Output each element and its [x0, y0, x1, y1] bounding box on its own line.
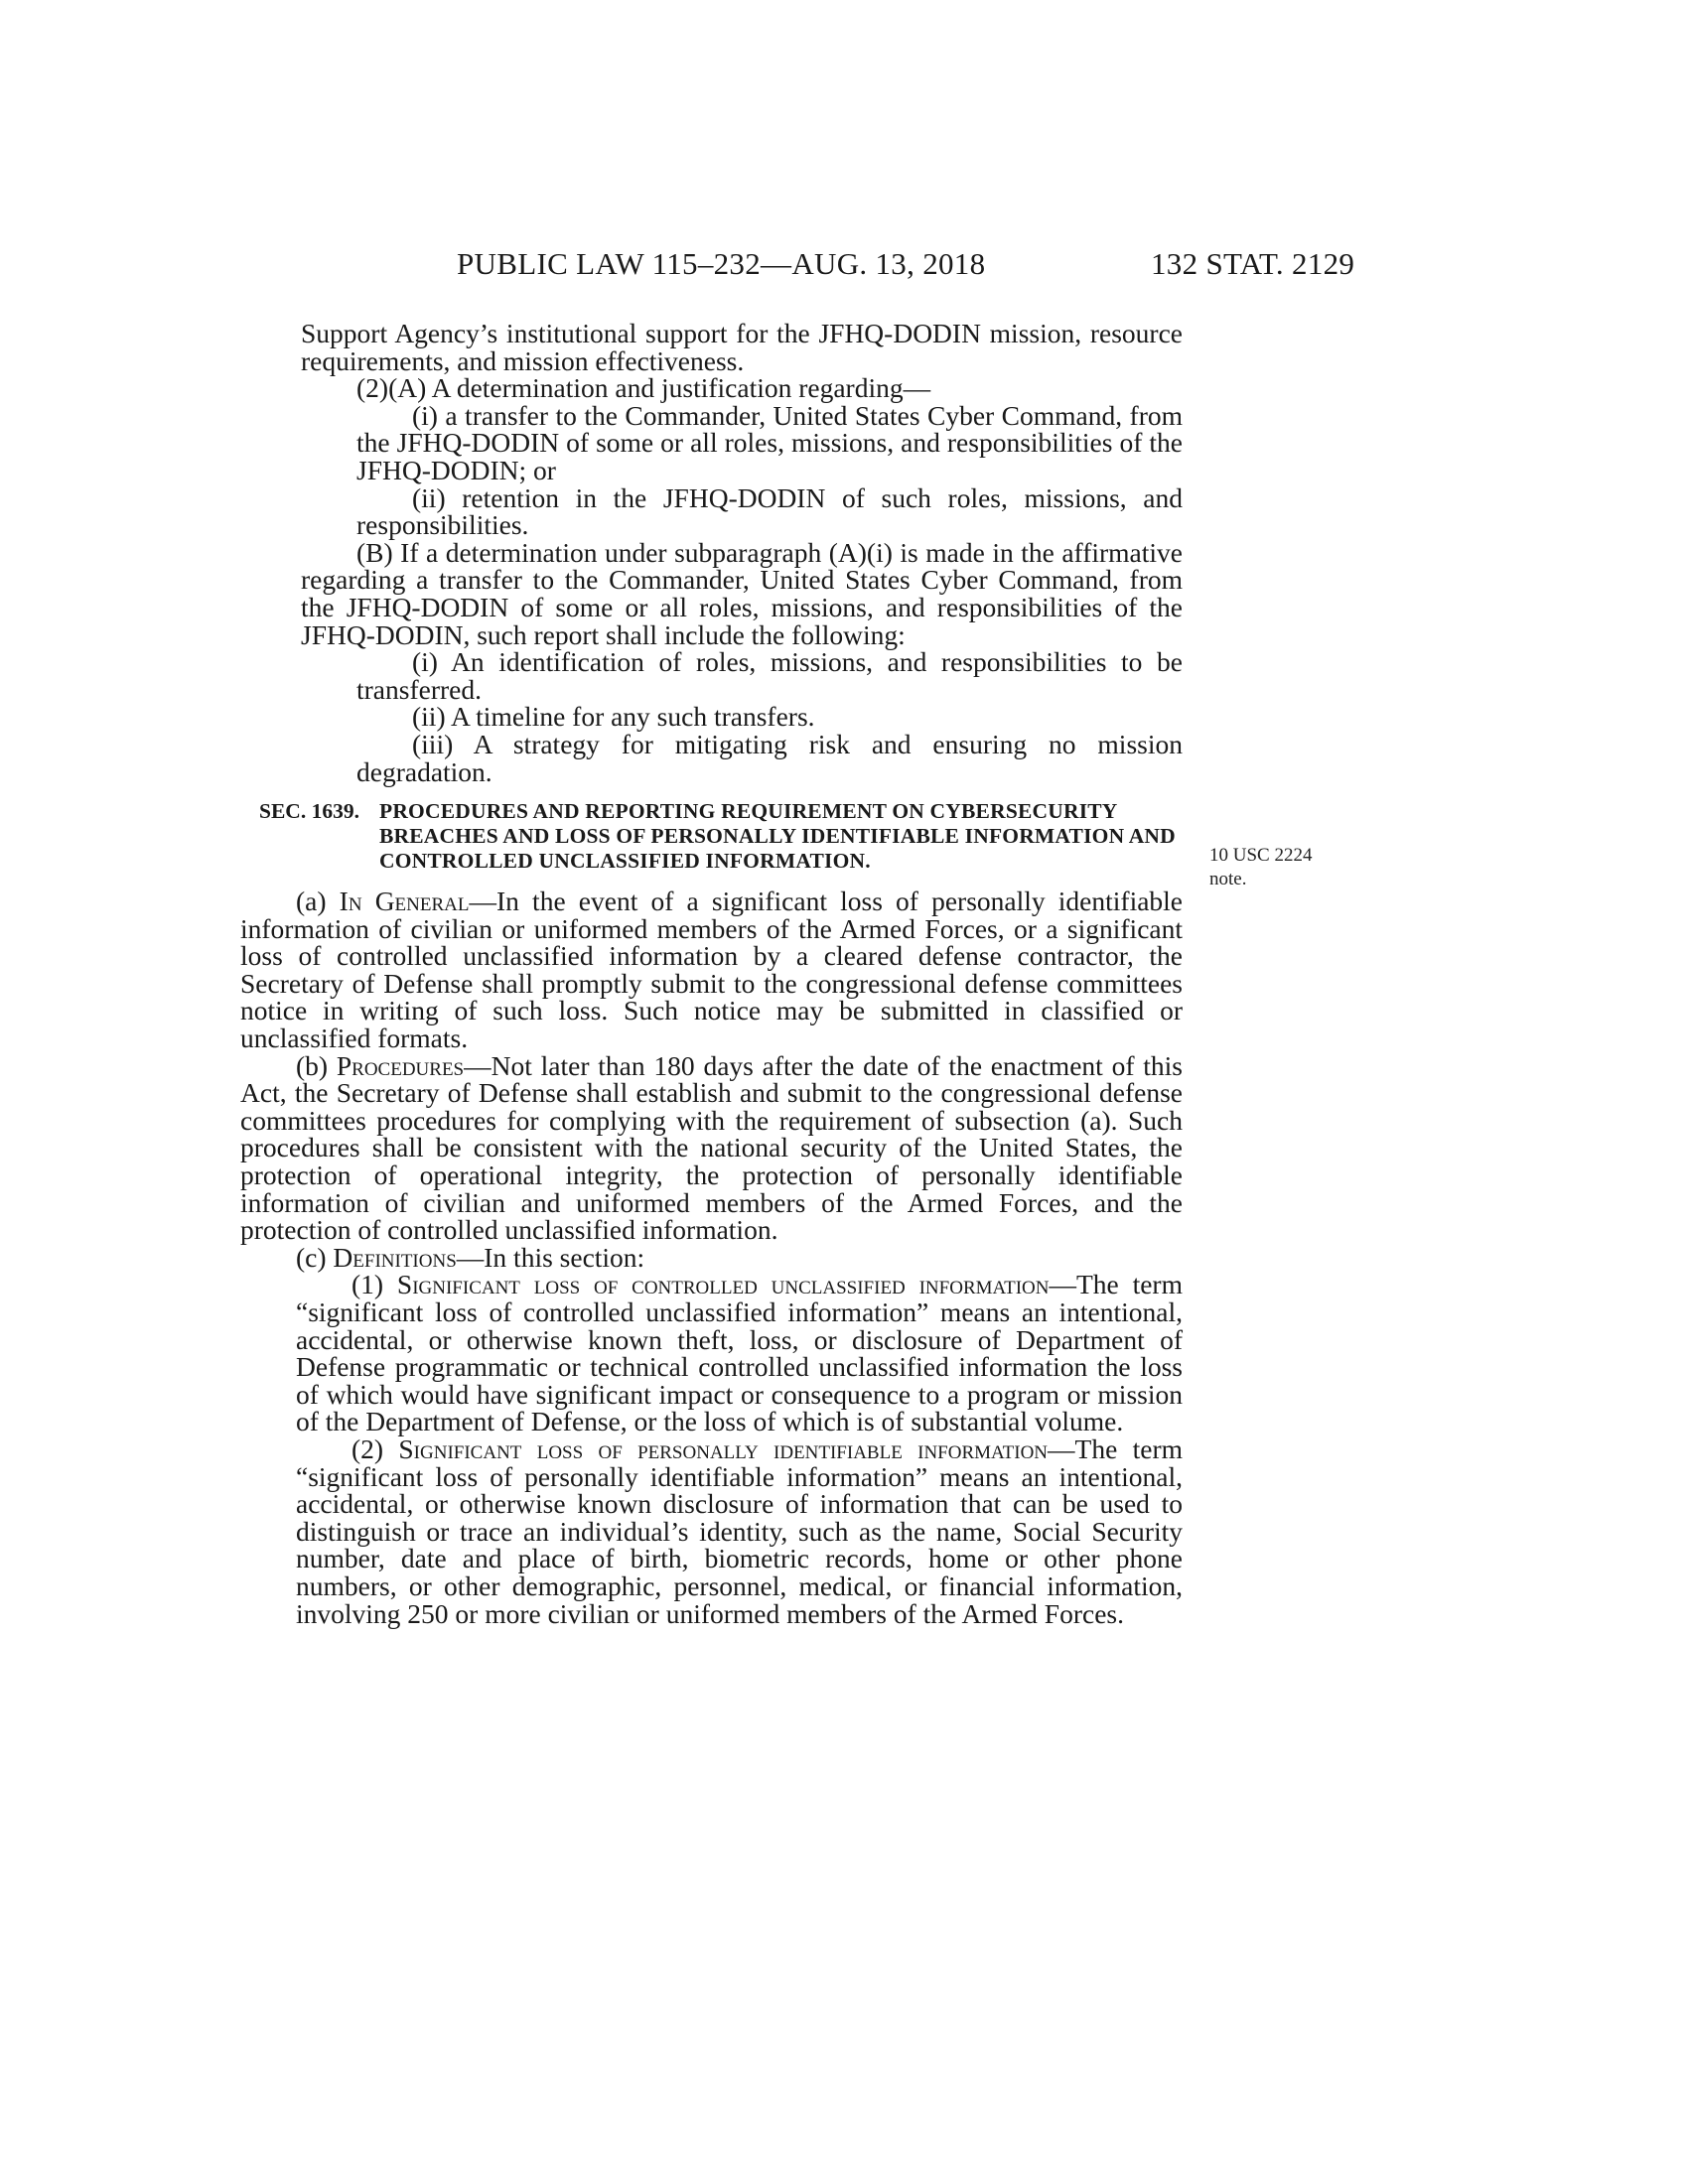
definition-2-heading: Significant loss of personally identifiable information [398, 1433, 1049, 1464]
margin-citation-note-label: note. [1209, 869, 1247, 889]
section-body [240, 887, 1183, 1627]
margin-citation-note [1209, 844, 1329, 891]
subsection-c: (c) Definitions—In this section: [296, 1241, 645, 1273]
paragraph-2B-iii: (iii) A strategy for mitigating risk and ensuring no mission degradation. [356, 728, 1183, 787]
definition-1-heading: Significant loss of controlled unclassified information [396, 1269, 1050, 1300]
definition-1: (1) Significant loss of controlled unclassified information—The term “significant loss of controlled unclassified information” means an intentional, accidental, or otherwise known theft, loss, or disclosure of Department of Defense programmatic or technical controlled unclassified information the loss of which would have significant impact or consequence to a program or mission of the Department of Defense, or the loss of which is of substantial volume. [296, 1269, 1183, 1437]
section-title: PROCEDURES AND REPORTING REQUIREMENT ON CYBERSECURITY BREACHES AND LOSS OF PERSONALLY IDENTIFIABLE INFORMATION AND CONTROLLED UNCLASSIFIED INFORMATION. [379, 799, 1176, 874]
page-statute-number: 132 STAT. 2129 [1151, 246, 1355, 281]
paragraph-continuation: Support Agency’s institutional support for the JFHQ-DODIN mission, resource requirements, and mission effectiveness. [301, 318, 1183, 376]
running-header-title: PUBLIC LAW 115–232—AUG. 13, 2018 [457, 246, 986, 281]
subsection-b-heading: Procedures [336, 1049, 465, 1081]
section-heading [240, 799, 1183, 874]
subsection-a-heading: In General [339, 886, 470, 917]
document-body [240, 318, 1184, 1629]
margin-citation: 10 USC 2224 [1209, 845, 1313, 866]
paragraph-2B-i: (i) An identification of roles, missions, and responsibilities to be transferred. [356, 646, 1183, 705]
definition-2: (2) Significant loss of personally identifiable information—The term “significant loss of personally identifiable information” means an intentional, accidental, or otherwise known disclosure of information that can be used to distinguish or trace an individual’s identity, such as the name, Social Security number, date and place of birth, biometric records, home or other phone numbers, or other demographic, personnel, medical, or financial information, involving 250 or more civilian or uniformed members of the Armed Forces. [296, 1433, 1183, 1629]
paragraph-2A-i: (i) a transfer to the Commander, United States Cyber Command, from the JFHQ-DODIN of some or all roles, missions, and responsibilities of the JFHQ-DODIN; or [356, 399, 1183, 485]
paragraph-2A-ii: (ii) retention in the JFHQ-DODIN of such roles, missions, and responsibilities. [356, 481, 1183, 541]
subsection-c-heading: Definitions [333, 1241, 457, 1273]
paragraph-2B-ii: (ii) A timeline for any such transfers. [412, 701, 815, 733]
subsection-b: (b) Procedures—Not later than 180 days after the date of the enactment of this Act, the Secretary of Defense shall establish and submit to the congressional defense committees procedures for complying with the requirement of subsection (a). Such procedures shall be consistent with the national security of the United States, the protection of operational integrity, the protection of personally identifiable information of civilian and uniformed members of the Armed Forces, and the protection of controlled unclassified information. [240, 1049, 1183, 1246]
subsection-a: (a) In General—In the event of a significant loss of personally identifiable information of civilian or uniformed members of the Armed Forces, or a significant loss of controlled unclassified information by a cleared defense contractor, the Secretary of Defense shall promptly submit to the congressional defense committees notice in writing of such loss. Such notice may be submitted in classified or unclassified formats. [240, 886, 1184, 1054]
section-number: SEC. 1639. [259, 799, 359, 824]
paragraph-2B: (B) If a determination under subparagraph (A)(i) is made in the affirmative regarding a transfer to the Commander, United States Cyber Command, from the JFHQ-DODIN of some or all roles, missions, and responsibilities of the JFHQ-DODIN, such report shall include the following: [301, 536, 1183, 650]
paragraph-2A: (2)(A) A determination and justification regarding— [356, 372, 931, 404]
